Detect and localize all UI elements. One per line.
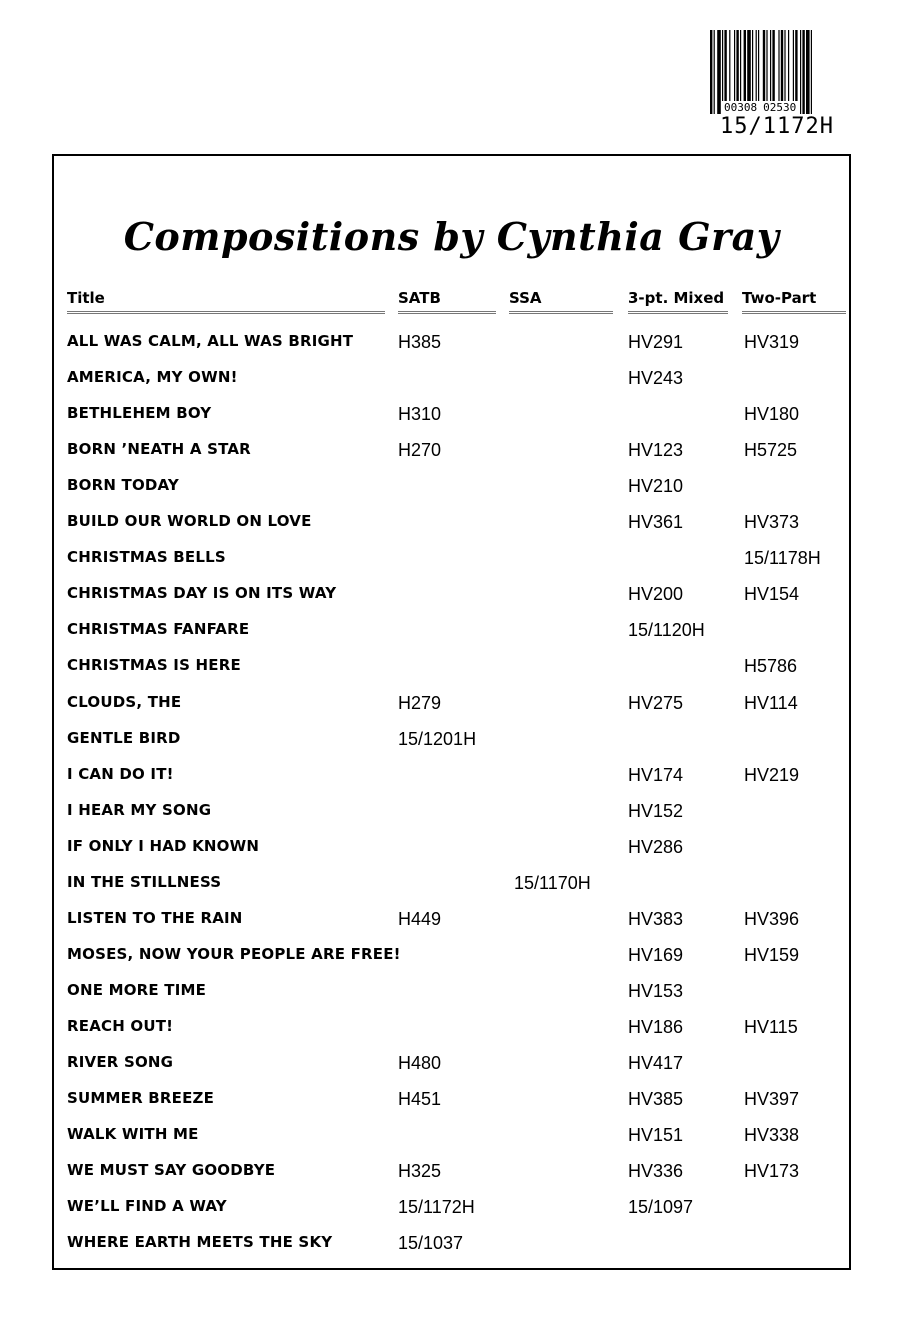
cell-3pt-mixed: HV186 (628, 1016, 684, 1037)
cell-title: MOSES, NOW YOUR PEOPLE ARE FREE! (67, 944, 401, 963)
cell-title: IF ONLY I HAD KNOWN (67, 836, 260, 855)
cell-title: GENTLE BIRD (67, 728, 181, 747)
cell-two-part: 15/1178H (744, 548, 821, 569)
table-row (54, 368, 849, 404)
cell-satb: H279 (398, 692, 442, 713)
table-row (54, 1053, 849, 1089)
table-row (54, 656, 849, 692)
cell-title: IN THE STILLNESS (67, 872, 222, 891)
table-row (54, 945, 849, 981)
cell-two-part: HV397 (744, 1089, 800, 1110)
cell-title: CHRISTMAS BELLS (67, 548, 226, 567)
table-row (54, 620, 849, 656)
catalog-code: 15/1172H (720, 114, 834, 139)
column-header-ssa: SSA (509, 289, 613, 314)
cell-title: CLOUDS, THE (67, 692, 182, 711)
cell-title: BETHLEHEM BOY (67, 404, 212, 423)
cell-title: I HEAR MY SONG (67, 800, 212, 819)
barcode-bar (800, 30, 801, 114)
cell-3pt-mixed: HV151 (628, 1125, 684, 1146)
cell-title: CHRISTMAS IS HERE (67, 656, 241, 675)
table-row (54, 1233, 849, 1269)
cell-two-part: HV338 (744, 1125, 800, 1146)
cell-3pt-mixed: HV275 (628, 692, 684, 713)
cell-satb: H480 (398, 1053, 442, 1073)
cell-title: I CAN DO IT! (67, 764, 174, 783)
cell-title: SUMMER BREEZE (67, 1089, 215, 1108)
cell-two-part: HV115 (744, 1016, 798, 1037)
table-row (54, 909, 849, 945)
cell-title: WHERE EARTH MEETS THE SKY (67, 1233, 333, 1252)
cell-ssa: 15/1170H (514, 872, 591, 893)
cell-two-part: HV114 (744, 692, 798, 713)
barcode-digits-right: 02530 (763, 101, 797, 114)
barcode-digits-left: 00308 (724, 101, 758, 114)
cell-title: BORN TODAY (67, 476, 179, 495)
cell-satb: 15/1172H (398, 1197, 475, 1218)
table-row (54, 332, 849, 368)
barcode-bar (714, 30, 715, 114)
cell-3pt-mixed: HV336 (628, 1161, 684, 1182)
cell-title: CHRISTMAS FANFARE (67, 620, 250, 639)
cell-two-part: HV373 (744, 512, 800, 533)
table-row (54, 801, 849, 837)
cell-title: WE MUST SAY GOODBYE (67, 1161, 276, 1180)
table-row (54, 512, 849, 548)
cell-3pt-mixed: 15/1120H (628, 620, 705, 641)
barcode-bar (717, 30, 721, 114)
cell-title: ONE MORE TIME (67, 980, 207, 999)
cell-two-part: HV173 (744, 1161, 800, 1182)
cell-3pt-mixed: HV243 (628, 368, 684, 389)
table-row (54, 1161, 849, 1197)
page-title: Compositions by Cynthia Gray (123, 214, 780, 259)
barcode-digits (722, 101, 798, 115)
cell-title: AMERICA, MY OWN! (67, 368, 238, 387)
table-row (54, 584, 849, 620)
barcode-bar (806, 30, 810, 114)
column-header-title: Title (67, 289, 385, 314)
table-row (54, 837, 849, 873)
barcode-bar (802, 30, 804, 114)
barcode (708, 30, 858, 114)
table-row (54, 765, 849, 801)
table-row (54, 693, 849, 729)
cell-satb: 15/1037 (398, 1233, 464, 1254)
cell-3pt-mixed: HV169 (628, 944, 684, 965)
cell-3pt-mixed: HV286 (628, 836, 684, 857)
cell-3pt-mixed: HV153 (628, 980, 684, 1001)
table-row (54, 1017, 849, 1053)
cell-title: RIVER SONG (67, 1053, 174, 1071)
cell-two-part: HV180 (744, 404, 800, 425)
cell-3pt-mixed: HV361 (628, 512, 684, 533)
cell-satb: H385 (398, 332, 442, 352)
barcode-bar (710, 30, 712, 114)
table-row (54, 1197, 849, 1233)
cell-3pt-mixed: HV210 (628, 476, 684, 497)
table-row (54, 981, 849, 1017)
cell-two-part: H5786 (744, 656, 798, 677)
cell-3pt-mixed: 15/1097 (628, 1197, 694, 1218)
cell-two-part: HV219 (744, 764, 800, 785)
cell-two-part: HV396 (744, 908, 800, 929)
table-row (54, 729, 849, 765)
table-row (54, 873, 849, 909)
cell-3pt-mixed: HV123 (628, 440, 684, 461)
cell-title: ALL WAS CALM, ALL WAS BRIGHT (67, 332, 354, 350)
cell-3pt-mixed: HV383 (628, 908, 684, 929)
table-row (54, 548, 849, 584)
cell-title: WALK WITH ME (67, 1125, 199, 1144)
table-row (54, 1125, 849, 1161)
table-row (54, 476, 849, 512)
cell-satb: H310 (398, 404, 442, 425)
cell-satb: H270 (398, 440, 442, 461)
cell-title: WE’LL FIND A WAY (67, 1197, 227, 1216)
cell-satb: H449 (398, 908, 442, 929)
cell-satb: H451 (398, 1089, 442, 1110)
cell-title: BUILD OUR WORLD ON LOVE (67, 512, 312, 531)
cell-satb: 15/1201H (398, 728, 477, 749)
compositions-table-frame (52, 154, 851, 1270)
barcode-bar (811, 30, 812, 114)
cell-3pt-mixed: HV417 (628, 1053, 684, 1073)
cell-two-part: HV319 (744, 332, 800, 352)
cell-title: LISTEN TO THE RAIN (67, 908, 243, 927)
cell-3pt-mixed: HV152 (628, 800, 684, 821)
column-header-two-part: Two-Part (742, 289, 846, 314)
cell-3pt-mixed: HV174 (628, 764, 684, 785)
column-header-satb: SATB (398, 289, 496, 314)
column-header-3pt-mixed: 3-pt. Mixed (628, 289, 728, 314)
cell-satb: H325 (398, 1161, 442, 1182)
table-row (54, 1089, 849, 1125)
cell-title: REACH OUT! (67, 1016, 174, 1035)
cell-3pt-mixed: HV200 (628, 584, 684, 605)
table-row (54, 404, 849, 440)
cell-title: BORN ’NEATH A STAR (67, 440, 251, 459)
cell-two-part: HV154 (744, 584, 800, 605)
cell-two-part: H5725 (744, 440, 798, 461)
cell-title: CHRISTMAS DAY IS ON ITS WAY (67, 584, 337, 603)
table-row (54, 440, 849, 476)
cell-3pt-mixed: HV385 (628, 1089, 684, 1110)
cell-two-part: HV159 (744, 944, 800, 965)
cell-3pt-mixed: HV291 (628, 332, 684, 352)
